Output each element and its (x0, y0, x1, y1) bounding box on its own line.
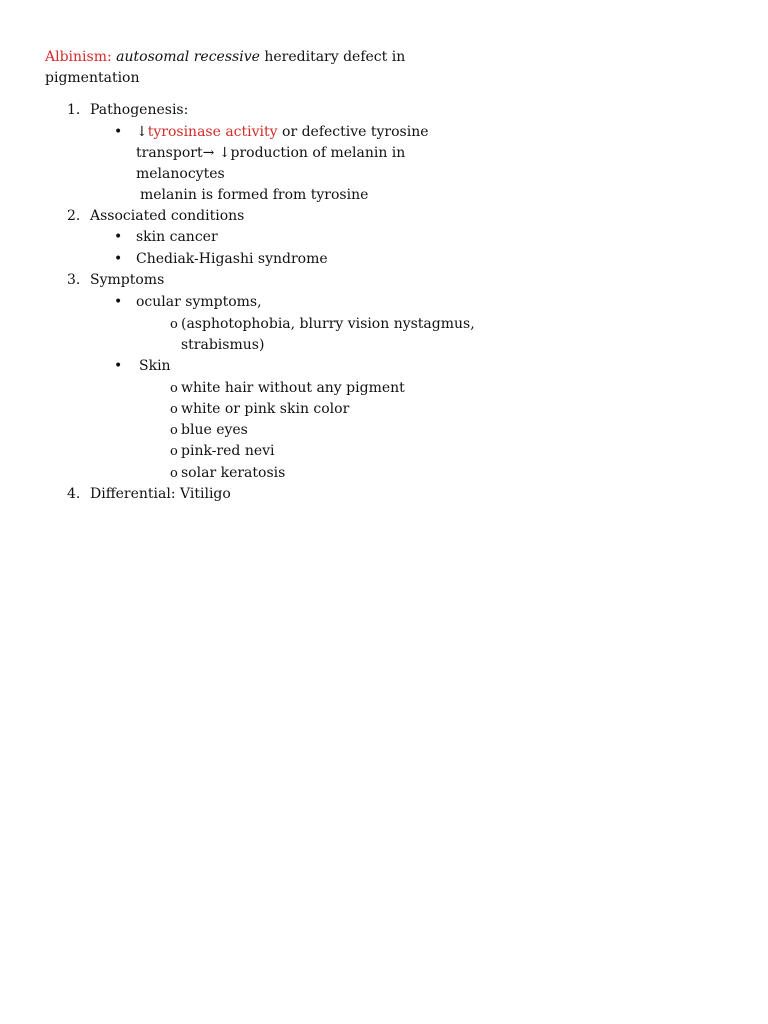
pathogenesis-line-3: melanocytes (136, 166, 225, 182)
heading-term: Albinism: (45, 49, 112, 65)
bullet-icon: • (114, 229, 123, 245)
circle-bullet-icon: o (170, 466, 178, 481)
heading-line-2: pigmentation (45, 70, 140, 86)
section-1-number: 1. (67, 102, 81, 118)
bullet-icon: • (114, 251, 123, 267)
skin-label: Skin (139, 358, 171, 374)
ocular-symptoms-label: ocular symptoms, (136, 294, 262, 310)
heading-inheritance: autosomal recessive (116, 49, 260, 65)
pathogenesis-line-2: transport→ ↓production of melanin in (136, 145, 406, 161)
ocular-sub-line-2: strabismus) (181, 337, 265, 353)
heading-line-1 (45, 47, 405, 68)
down-arrow-icon: ↓ (136, 124, 148, 140)
section-3-number: 3. (67, 272, 81, 288)
tyrosinase-activity-highlight: tyrosinase activity (147, 124, 278, 140)
ocular-sub-line-1: (asphotophobia, blurry vision nystagmus, (181, 316, 475, 332)
list-item: white hair without any pigment (181, 380, 405, 396)
section-2-number: 2. (67, 208, 81, 224)
list-item: pink-red nevi (181, 443, 275, 459)
circle-bullet-icon: o (170, 402, 178, 417)
section-4-title: Differential: Vitiligo (90, 486, 231, 502)
heading-rest: hereditary defect in (264, 49, 406, 65)
list-item: solar keratosis (181, 465, 286, 481)
bullet-icon: • (114, 124, 123, 140)
section-2-title: Associated conditions (90, 208, 245, 224)
section-1-title: Pathogenesis: (90, 102, 189, 118)
list-item: blue eyes (181, 422, 248, 438)
circle-bullet-icon: o (170, 317, 178, 332)
bullet-icon: • (114, 358, 123, 374)
circle-bullet-icon: o (170, 381, 178, 396)
pathogenesis-line-1-rest: or defective tyrosine (282, 124, 429, 140)
list-item: Chediak-Higashi syndrome (136, 251, 328, 267)
pathogenesis-line-4: melanin is formed from tyrosine (140, 187, 369, 203)
circle-bullet-icon: o (170, 423, 178, 438)
list-item: white or pink skin color (181, 401, 350, 417)
bullet-icon: • (114, 294, 123, 310)
circle-bullet-icon: o (170, 444, 178, 459)
list-item: skin cancer (136, 229, 218, 245)
section-3-title: Symptoms (90, 272, 165, 288)
section-4-number: 4. (67, 486, 81, 502)
pathogenesis-line-1 (136, 122, 429, 143)
